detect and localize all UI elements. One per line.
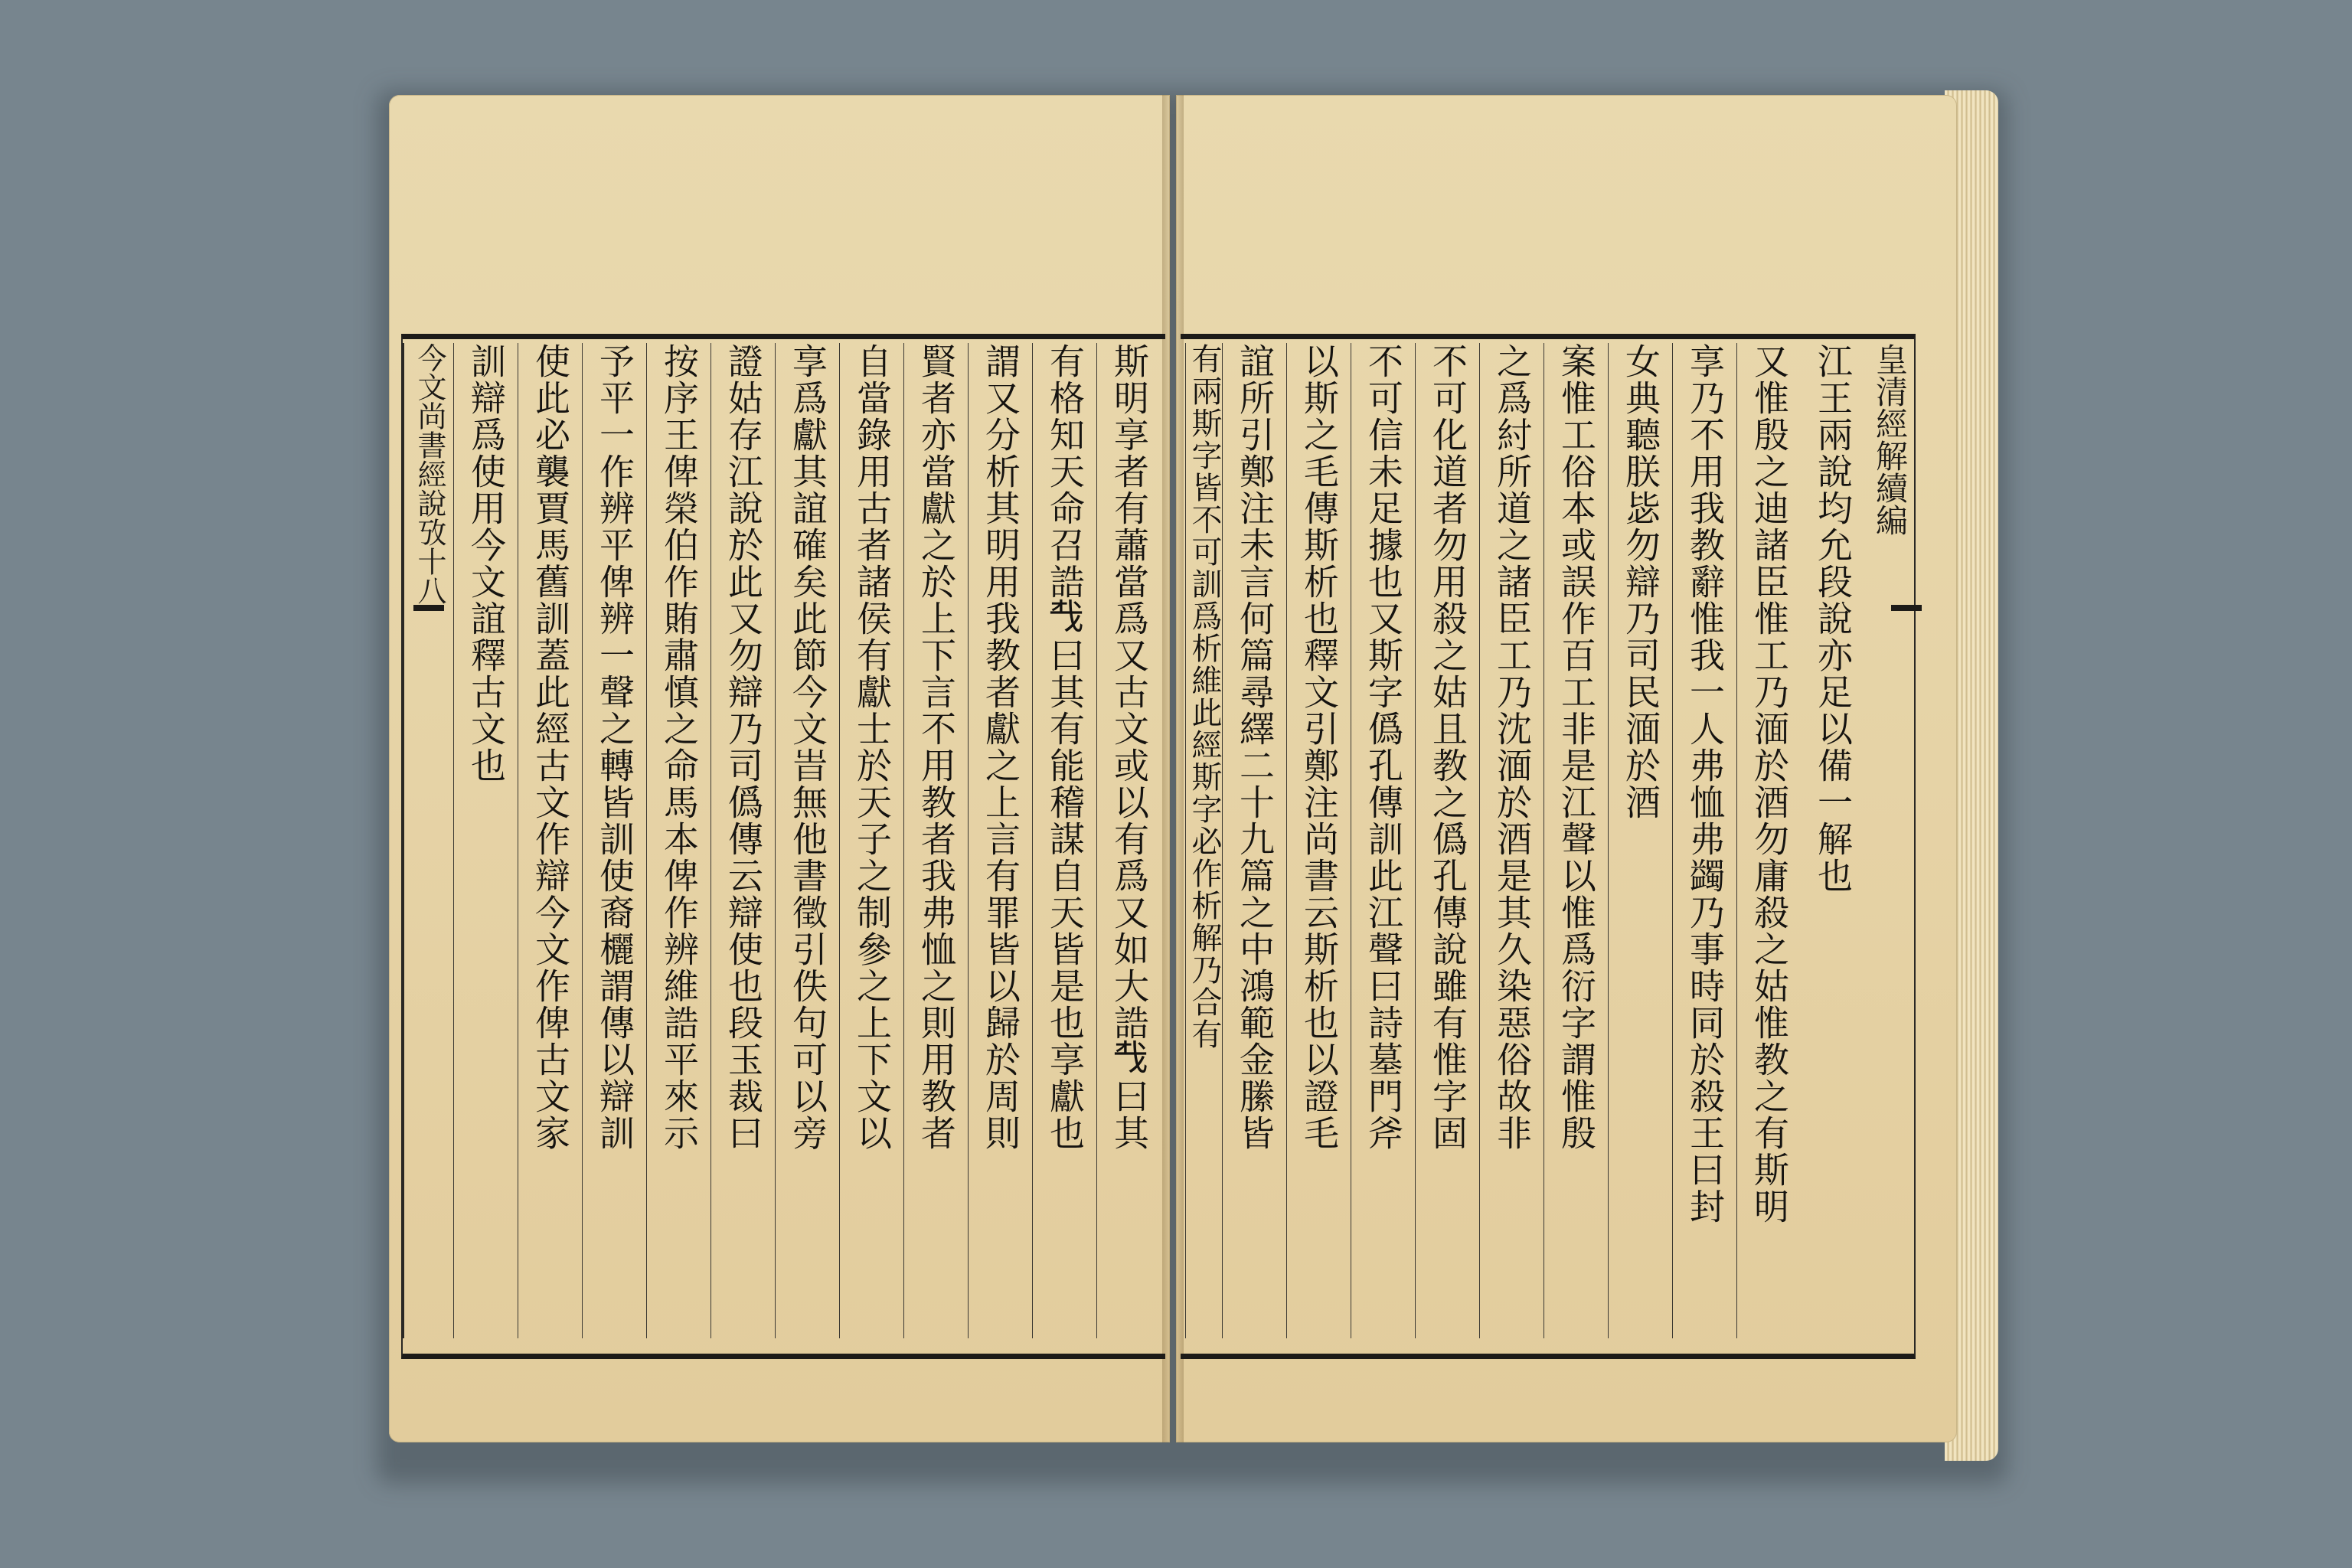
left-col-8: 按序王俾榮伯作賄肅慎之命馬本俾作辨維誥平來示	[646, 343, 711, 1338]
right-col-9: 以斯之毛傳斯析也釋文引鄭注尚書云斯析也以證毛	[1286, 343, 1351, 1338]
left-col-2: 有格知天命召誥𢦔曰其有能稽謀自天皆是也享獻也	[1032, 343, 1097, 1338]
right-col-7: 不可化道者勿用殺之姑且教之僞孔傳說雖有惟字固	[1415, 343, 1480, 1338]
right-col-4: 女典聽朕毖勿辯乃司民湎於酒	[1608, 343, 1673, 1338]
right-col-2: 又惟殷之迪諸臣惟工乃湎於酒勿庸殺之姑惟教之有斯明	[1736, 343, 1802, 1338]
right-col-6: 之爲紂所道之諸臣工乃沈湎於酒是其久染惡俗故非	[1479, 343, 1544, 1338]
right-col-10: 誼所引鄭注未言何篇尋繹二十九篇之中鴻範金縢皆	[1222, 343, 1287, 1338]
left-col-11: 訓辯爲使用今文誼釋古文也	[453, 343, 518, 1338]
left-col-4: 賢者亦當獻之於上下言不用教者我弗恤之則用教者	[903, 343, 969, 1338]
right-page-header: 皇清經解續編	[1871, 343, 1909, 536]
fold-mark-right	[1891, 605, 1922, 611]
right-col-3: 享乃不用我教辭惟我一人弗恤弗蠲乃事時同於殺王曰封	[1672, 343, 1737, 1338]
left-col-5: 自當錄用古者諸侯有獻士於天子之制參之上下文以	[839, 343, 904, 1338]
left-margin-title: 今文尚書經說攷十八	[403, 343, 455, 1338]
left-col-7: 證姑存江說於此又勿辯乃司僞傳云辯使也段玉裁曰	[710, 343, 776, 1338]
left-col-3: 謂又分析其明用我教者獻之上言有罪皆以歸於周則	[968, 343, 1033, 1338]
left-col-9: 予平一作辨平俾辨一聲之轉皆訓使裔欐謂傳以辯訓	[582, 343, 647, 1338]
left-col-6: 享爲獻其誼確矣此節今文旹無他書徵引佚句可以旁	[775, 343, 840, 1338]
right-col-8: 不可信未足據也又斯字僞孔傳訓此江聲曰詩墓門斧	[1351, 343, 1416, 1338]
right-col-11: 有兩斯字皆不可訓爲析維此經斯字必作析解乃合有	[1185, 343, 1223, 1338]
fold-mark-left	[413, 605, 444, 611]
right-col-1: 江王兩說均允段說亦足以備一解也	[1812, 343, 1854, 894]
left-col-1: 斯明享者有蕭當爲又古文或以有爲又如大誥𢦔曰其	[1096, 343, 1161, 1338]
left-col-10: 使此必襲賈馬舊訓蓋此經古文作辯今文作俾古文家	[518, 343, 583, 1338]
right-col-5: 案惟工俗本或誤作百工非是江聲以惟爲衍字謂惟殷	[1544, 343, 1609, 1338]
